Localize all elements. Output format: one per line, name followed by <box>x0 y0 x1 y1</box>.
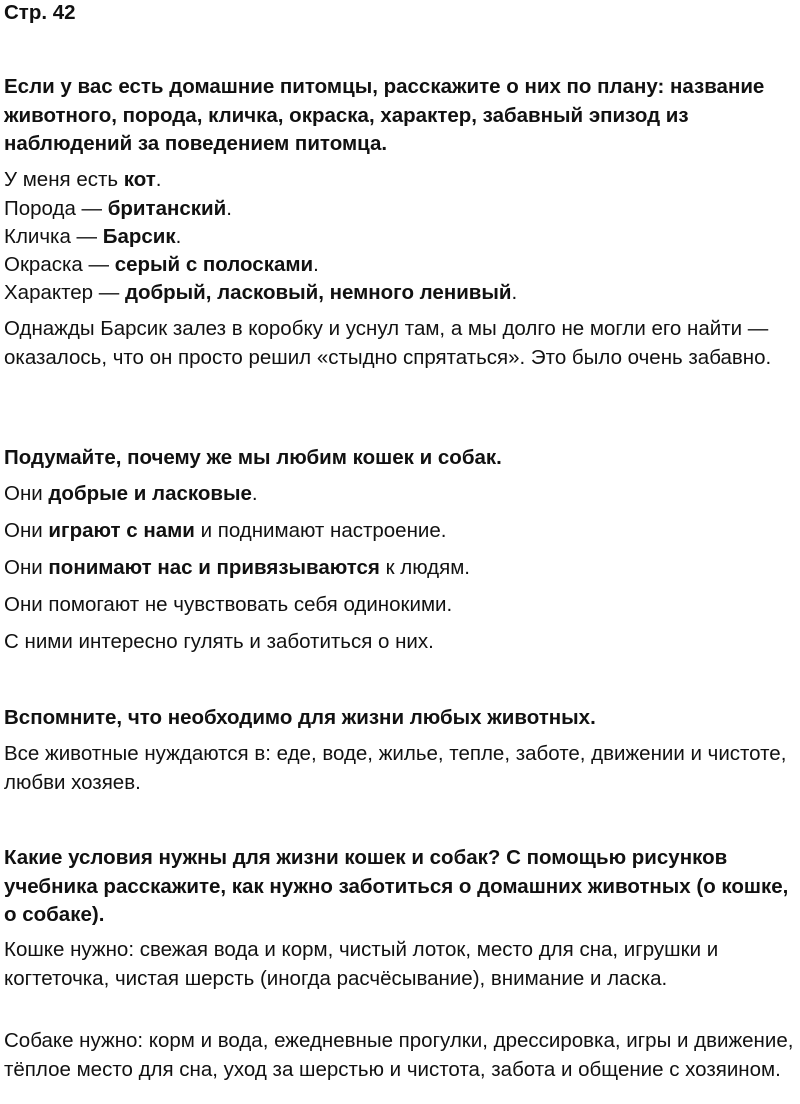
answer-text: и поднимают настроение. <box>194 519 447 542</box>
answer <box>4 628 796 657</box>
answer <box>4 740 796 797</box>
answer-highlight: добрые и ласковые <box>48 482 252 505</box>
answer-text: Кошке нужно: свежая вода и корм, чистый лоток, место для сна, игрушки и когтеточка, чистая шерсть (иногда расчёсывание), внимание и ласка. <box>4 938 719 990</box>
answer-text: Порода — <box>4 197 108 220</box>
answer-text: к людям. <box>379 556 470 579</box>
answer-highlight: британский <box>107 197 227 220</box>
answer <box>4 517 796 546</box>
answer <box>4 251 796 280</box>
answer <box>4 591 796 620</box>
answer-text: У меня есть <box>4 168 124 191</box>
answer-text: . <box>226 197 232 220</box>
answer-text: Кличка — <box>4 225 103 248</box>
question-4: Какие условия нужны для жизни кошек и собак? С помощью рисунков учебника расскажите, как нужно заботиться о домашних животных (о кошке, о собаке). <box>4 846 789 926</box>
answer-highlight: понимают нас и привязываются <box>48 556 380 579</box>
answer-text: Они <box>4 482 49 505</box>
answer-text: Они <box>4 556 49 579</box>
page-label: Стр. 42 <box>4 1 76 24</box>
answer-highlight: серый с полосками <box>114 253 314 276</box>
answer-text: . <box>175 225 182 248</box>
answer-text: Окраска — <box>4 253 115 276</box>
answer-text: Однажды Барсик залез в коробку и уснул там, а мы долго не могли его найти — оказалось, что он просто решил «стыдно спрятаться». Это было очень забавно. <box>4 317 772 369</box>
answer <box>4 936 796 993</box>
answer-text: Характер — <box>4 281 125 304</box>
answer <box>4 480 796 509</box>
question-2: Подумайте, почему же мы любим кошек и собак. <box>4 446 502 469</box>
answer-highlight: играют с нами <box>48 519 195 542</box>
answer <box>4 1027 796 1084</box>
answer-text: . <box>511 281 518 304</box>
question-1: Если у вас есть домашние питомцы, расскажите о них по плану: название животного, порода, кличка, окраска, характер, забавный эпизод из наблюдений за поведением питомца. <box>4 75 765 155</box>
answer <box>4 166 796 195</box>
answer-text: Все животные нуждаются в: еде, воде, жилье, тепле, заботе, движении и чистоте, любви хозяев. <box>4 742 787 794</box>
answer-highlight: добрый, ласковый, немного ленивый <box>124 281 512 304</box>
answer-text: . <box>313 253 319 276</box>
answer-text: С ними интересно гулять и заботиться о них. <box>4 630 434 653</box>
answer <box>4 195 796 224</box>
answer <box>4 554 796 583</box>
answer-highlight: Барсик <box>102 225 176 248</box>
answer-highlight: кот <box>123 168 156 191</box>
answer-text: . <box>251 482 258 505</box>
answer <box>4 279 796 308</box>
answer-text: Они помогают не чувствовать себя одинокими. <box>4 593 453 616</box>
question-3: Вспомните, что необходимо для жизни любых животных. <box>4 706 596 729</box>
answer-text: Они <box>4 519 49 542</box>
answer-text: . <box>155 168 162 191</box>
answer <box>4 223 796 252</box>
answer <box>4 315 796 372</box>
answer-text: Собаке нужно: корм и вода, ежедневные прогулки, дрессировка, игры и движение, тёплое место для сна, уход за шерстью и чистота, забота и общение с хозяином. <box>4 1029 794 1081</box>
